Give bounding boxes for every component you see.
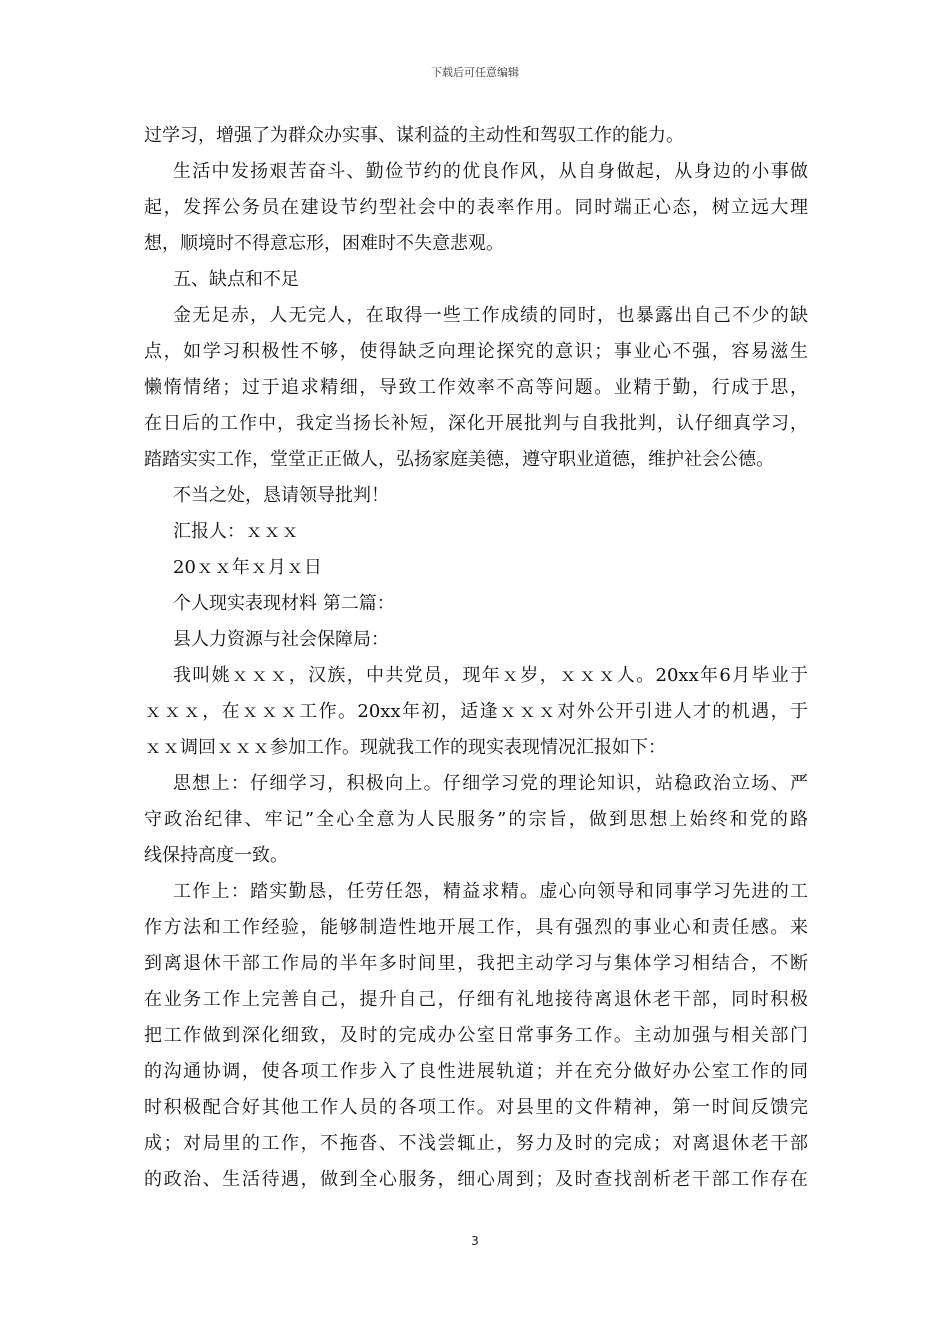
text-line: 县人力资源与社会保障局： [173, 629, 389, 650]
text-line: 到离退休干部工作局的半年多时间里，我把主动学习与集体学习相结合，不断 [144, 953, 808, 974]
text-line: 20ｘｘ年ｘ月ｘ日 [173, 557, 322, 578]
text-line: 工作上：踏实勤恳，任劳任怨，精益求精。虚心向领导和同事学习先进的工 [173, 881, 808, 902]
text-line: 懒惰情绪；过于追求精细，导致工作效率不高等问题。业精于勤，行成于思， [144, 377, 808, 398]
text-line: 线保持高度一致。 [144, 845, 288, 866]
document-body [144, 118, 808, 1198]
text-line: 把工作做到深化细致，及时的完成办公室日常事务工作。主动加强与相关部门 [144, 1025, 808, 1046]
text-line: 想，顺境时不得意忘形，困难时不失意悲观。 [144, 233, 504, 254]
text-line: 思想上：仔细学习，积极向上。仔细学习党的理论知识，站稳政治立场、严 [173, 773, 808, 794]
text-line: 作方法和工作经验，能够制造性地开展工作，具有强烈的事业心和责任感。来 [144, 917, 808, 938]
text-line: 的沟通协调，使各项工作步入了良性进展轨道；并在充分做好办公室工作的同 [144, 1061, 808, 1082]
text-line: 起，发挥公务员在建设节约型社会中的表率作用。同时端正心态，树立远大理 [144, 197, 808, 218]
text-line: 在日后的工作中，我定当扬长补短，深化开展批判与自我批判，认仔细真学习， [144, 413, 808, 434]
text-line: 守政治纪律、牢记”全心全意为人民服务”的宗旨，做到思想上始终和党的路 [144, 809, 808, 830]
text-line: 时积极配合好其他工作人员的各项工作。对县里的文件精神，第一时间反馈完 [144, 1097, 808, 1118]
text-line: 点，如学习积极性不够，使得缺乏向理论探究的意识；事业心不强，容易滋生 [144, 341, 808, 362]
text-line: 汇报人：ｘｘｘ [173, 521, 299, 542]
text-line: 不当之处，恳请领导批判！ [173, 485, 389, 506]
text-line: 个人现实表现材料 第二篇： [173, 593, 395, 614]
page-header: 下载后可任意编辑 [431, 66, 519, 79]
text-line: 金无足赤，人无完人，在取得一些工作成绩的同时，也暴露出自己不少的缺 [173, 305, 808, 326]
text-line: 我叫姚ｘｘｘ，汉族，中共党员，现年ｘ岁，ｘｘｘ人。20xx年6月毕业于 [173, 665, 808, 686]
text-line: 五、缺点和不足 [173, 269, 299, 290]
text-line: 踏踏实实工作，堂堂正正做人，弘扬家庭美德，遵守职业道德，维护社会公德。 [144, 449, 774, 470]
text-line: ｘｘｘ，在ｘｘｘ工作。20xx年初，适逢ｘｘｘ对外公开引进人才的机遇，于 [144, 701, 808, 722]
text-line: 在业务工作上完善自己，提升自己，仔细有礼地接待离退休老干部，同时积极 [144, 989, 808, 1010]
text-line: 的政治、生活待遇，做到全心服务，细心周到；及时查找剖析老干部工作存在 [144, 1169, 808, 1190]
page-number: 3 [471, 1234, 479, 1248]
text-line: 成；对局里的工作，不拖沓、不浅尝辄止，努力及时的完成；对离退休老干部 [144, 1133, 808, 1154]
text-line: 生活中发扬艰苦奋斗、勤俭节约的优良作风，从自身做起，从身边的小事做 [173, 161, 808, 182]
text-line: 过学习，增强了为群众办实事、谋利益的主动性和驾驭工作的能力。 [144, 125, 684, 146]
text-line: ｘｘ调回ｘｘｘ参加工作。现就我工作的现实表现情况汇报如下： [144, 737, 666, 758]
